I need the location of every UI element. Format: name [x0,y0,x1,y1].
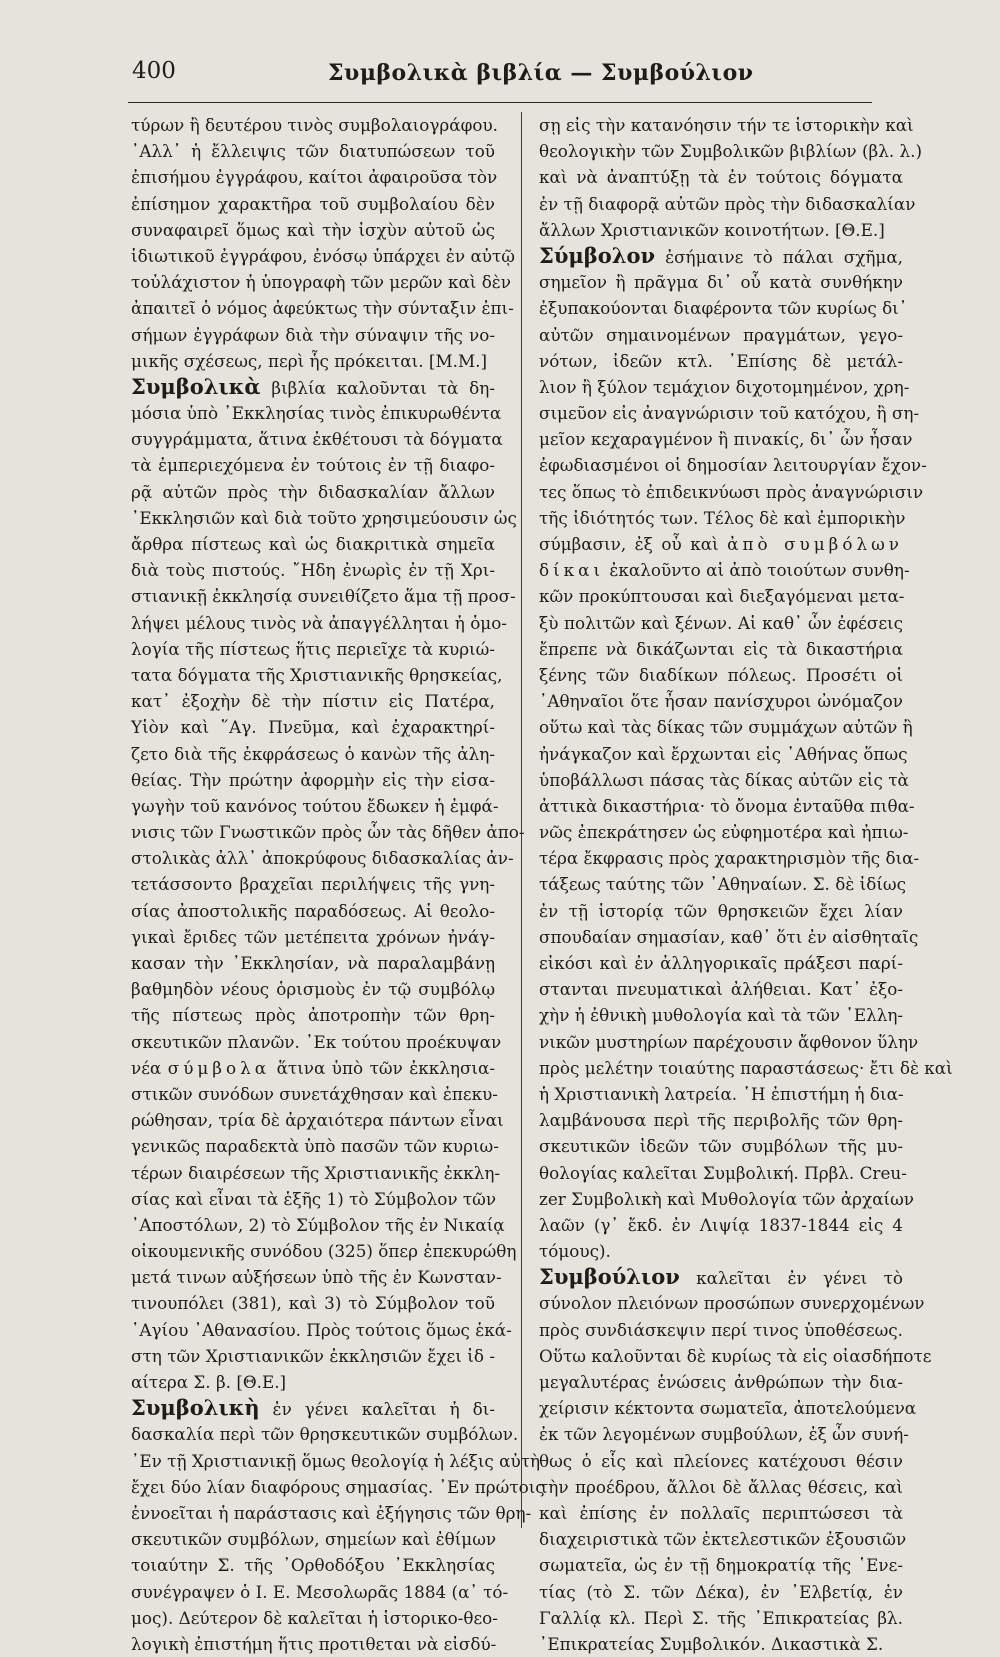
line-text: ξένης τῶν διαδίκων πόλεως. Προσέτι οἱ [539,664,903,685]
line-text: ἠνάγκαζον καὶ ἔρχωνται εἰς ᾿Αθήνας ὅπως [539,743,908,764]
line-text: σύνολον πλειόνων προσώπων συνερχομένων [539,1293,925,1314]
line-text: θείας. Τὴν πρώτην ἀφορμὴν εἰς τὴν εἰσα- [131,769,495,790]
text-line [131,348,495,374]
text-line [539,1186,915,1212]
line-text: συναφαιρεῖ ὅμως καὶ τὴν ἰσχὺν αὐτοῦ ὡς [131,219,495,240]
line-text: διὰ τοὺς πιστούς. ῎Ηδη ἐνωρὶς ἐν τῇ Χρι- [131,560,495,581]
line-text: ἐν γένει καλεῖται ἡ δι- [259,1399,495,1420]
text-line [131,636,495,662]
text-line [131,1264,502,1290]
text-line [539,505,906,531]
text-line [539,348,903,374]
text-line [539,164,903,190]
text-line [539,452,927,478]
text-line [131,1631,495,1657]
line-text: ἐσήμαινε τὸ πάλαι σχῆμα, [655,246,903,267]
text-line [131,1474,545,1500]
text-line [539,1369,903,1395]
line-text: θολογίας καλεῖται Συμβολική. Πρβλ. Creu- [539,1162,907,1183]
line-text: καλεῖται ἐν γένει τὸ [679,1268,903,1289]
text-line [539,871,907,897]
text-line [131,1238,517,1264]
line-text-after: ἐκαλοῦντο αἱ ἀπὸ τοιούτων συνθη- [604,560,910,581]
text-line [131,269,512,295]
text-line [131,1579,509,1605]
text-line [131,662,503,688]
line-text: χὴν ἡ ἐθνικὴ μυθολογία καὶ τὰ τῶν ῾Ελλη- [539,1005,904,1026]
text-line [539,1212,903,1238]
line-text: τίας (τὸ Σ. τῶν Δέκα), ἐν ᾿Ελβετίᾳ, ἐν [539,1581,903,1602]
text-line [539,400,920,426]
line-text: κασαν τὴν ᾿Εκκλησίαν, νὰ παραλαμβάνῃ [131,953,495,973]
text-line [131,1395,495,1421]
line-text: ἐξυπακούονται διαφέροντα τῶν κυρίως δι᾿ [539,298,908,319]
text-line [131,1500,532,1526]
line-text: μικῆς σχέσεως, περὶ ἧς πρόκειται. [Μ.Μ.] [131,350,488,371]
text-line [539,610,903,636]
line-text: μεῖον κεχαραγμένον ἢ πινακίς, δι᾿ ὧν ἦσαν [539,429,913,450]
line-text: σκευτικῶν ἰδεῶν τῶν συμβόλων τῆς μυ- [539,1136,903,1157]
text-line [539,688,903,714]
text-line [131,741,495,767]
line-text: στιανικῇ ἐκκλησίᾳ συνειθίζετο ἅμα τῇ προσ- [131,586,516,607]
text-line [539,322,903,348]
line-text-after: ἅτινα ὑπὸ τῶν ἐκκλησια- [270,1057,496,1078]
line-text: Υἱὸν καὶ ῞Αγ. Πνεῦμα, καὶ ἐχαρακτηρί- [131,717,495,738]
text-line [539,269,903,295]
text-line [539,819,909,845]
line-text: οἰκουμενικῆς συνόδου (325) ὅπερ ἐπεκυρώθη [131,1241,517,1262]
line-text: τέρα ἔκφρασις πρὸς χαρακτηρισμὸν τῆς δια- [539,848,920,869]
line-text: ἔχει δύο λίαν διαφόρους σημασίας. ᾿Εν πρώτοις [131,1476,545,1497]
line-text: βαθμηδὸν νέους ὁρισμοὺς ἐν τῷ συμβόλῳ [131,979,495,1000]
text-line [131,1421,519,1447]
line-text: σημεῖον ἢ πρᾶγμα δι᾿ οὗ κατὰ συνθήκην [539,272,903,293]
line-text: στανται πνευματικαὶ ἀλήθειαι. Κατ᾿ ἐξο- [539,979,903,1000]
line-text: μεγαλυτέρας ἑνώσεις ἀνθρώπων τὴν δια- [539,1372,903,1392]
line-text: τάξεως ταύτης τῶν ᾿Αθηναίων. Σ. δὲ ἰδίως [539,874,907,895]
line-text: σήμων ἐγγράφων διὰ τὴν σύναψιν τῆς νο- [131,324,495,345]
line-text: ᾿Αθηναῖοι ὅτε ἦσαν πανίσχυροι ὠνόμαζον [539,691,903,712]
text-line [539,1264,903,1290]
text-line [131,1107,504,1133]
text-line [539,1500,903,1526]
line-text: θεολογικὴν τῶν Συμβολικῶν βιβλίων (βλ. λ.) [539,141,923,162]
text-line [131,871,495,897]
line-text: ρᾷ αὐτῶν πρὸς τὴν διδασκαλίαν ἄλλων [131,481,495,502]
text-line [539,1133,903,1159]
text-line [131,1055,495,1081]
text-line [131,374,495,400]
text-line [539,295,908,321]
text-line [539,898,903,924]
line-text: σωματεῖα, ὡς ἐν τῇ δημοκρατίᾳ τῆς ῾Ενε- [539,1555,903,1576]
line-text: γωγὴν τοῦ κανόνος τούτου ἔδωκεν ἡ ἐμφά- [131,795,499,816]
line-text: ἀττικὰ δικαστήρια· τὸ ὄνομα ἐνταῦθα πιθα- [539,795,915,816]
text-line [131,610,507,636]
text-line [131,1526,495,1552]
line-text: δασκαλία περὶ τῶν θρησκευτικῶν συμβόλων. [131,1424,519,1445]
line-text: συγγράμματα, ἅτινα ἐκθέτουσι τὰ δόγματα [131,429,503,450]
text-line [539,793,915,819]
text-line [131,112,498,138]
line-text: τες ὅπως τὸ ἐπιδεικνύωσι πρὸς ἀναγνώρισιν [539,481,924,502]
text-line [539,1081,903,1107]
entry-headword: Συμβολικὰ [131,373,261,399]
line-text: γικαὶ ἔριδες τῶν μετέπειτα χρόνων ἠνάγ- [131,926,495,947]
text-line [539,112,914,138]
text-line [539,374,910,400]
line-text: συνέγραψεν ὁ Ι. Ε. Μεσολωρᾶς 1884 (α᾿ τό- [131,1581,509,1602]
line-text: ἐπισήμου ἐγγράφου, καίτοι ἀφαιροῦσα τὸν [131,167,498,188]
line-text: zer Συμβολικὴ καὶ Μυθολογία τῶν ἀρχαίων [539,1188,915,1209]
text-line [131,217,495,243]
line-text: τοιαύτην Σ. τῆς ᾿Ορθοδόξου ᾿Εκκλησίας [131,1555,495,1576]
text-line [131,138,495,164]
text-line [131,322,495,348]
line-text: ἡ Χριστιανικὴ λατρεία. ῾Η ἐπιστήμη ἡ δια- [539,1083,904,1104]
line-text: ἐν τῇ διαφορᾷ αὐτῶν πρὸς τὴν διδασκαλίαν [539,193,916,214]
line-text: ᾿Εκκλησιῶν καὶ διὰ τοῦτο χρησιμεύουσιν ὡς [131,507,517,528]
line-text: οὕτω καὶ τὰς δίκας τῶν συμμάχων αὐτῶν ἢ [539,717,913,738]
line-text: σίας καὶ εἶναι τὰ ἑξῆς 1) τὸ Σύμβολον τῶν [131,1188,497,1209]
line-text: ἐφωδιασμένοι οἱ δημοσίαν λειτουργίαν ἔχον- [539,455,927,476]
line-text: κῶν προκύπτουσαι καὶ διεξαγόμεναι μετα- [539,586,905,607]
text-line [539,217,903,243]
line-text: Οὕτω καλοῦνται δὲ κυρίως τὰ εἰς οἰασδήποτε [539,1345,932,1366]
text-line [539,1631,903,1657]
text-line [539,479,924,505]
line-text: λιον ἢ ξύλον τεμάχιον διχοτομημένον, χρη- [539,376,910,397]
line-text: λαῶν (γ᾿ ἔκδ. ἐν Λιψίᾳ 1837-1844 εἰς 4 [539,1214,903,1235]
line-text: εἰκόσι καὶ ἐν ἀλληγορικαῖς πράξεσι παρί- [539,953,903,973]
text-line [131,1369,495,1395]
line-text: ᾿Αποστόλων, 2) τὸ Σύμβολον τῆς ἐν Νικαίᾳ [131,1214,505,1235]
text-line [539,714,913,740]
line-text: τινουπόλει (381), καὶ 3) τὸ Σύμβολον τοῦ [131,1293,495,1314]
line-text: σῃ εἰς τὴν κατανόησιν τήν τε ἱστορικὴν καὶ [539,115,914,135]
text-line [539,1395,917,1421]
text-line [539,741,908,767]
line-text: πρὸς μελέτην τοιαύτης παραστάσεως· ἔτι δὲ καὶ [539,1057,953,1078]
text-line [539,583,903,609]
text-line [539,950,903,976]
text-line [131,531,495,557]
line-text: στη τῶν Χριστιανικῶν ἐκκλησιῶν ἔχει ἰδ - [131,1345,495,1366]
text-line [539,557,910,583]
line-text: τετάσσοντο βραχεῖαι περιλήψεις τῆς γνη- [131,874,495,895]
text-line [539,767,909,793]
column-divider [521,112,522,1528]
right-column [539,112,953,1657]
text-line [131,295,514,321]
text-line [539,1002,903,1028]
text-line [131,924,495,950]
line-text: λογικὴ ἐπιστήμη ἥτις προτιθεται νὰ εἰσδύ- [131,1633,497,1654]
text-line [131,557,495,583]
text-line [539,924,919,950]
text-line [131,1133,499,1159]
text-line [539,1029,919,1055]
text-line [539,138,923,164]
page-header [128,52,872,92]
text-line [131,1448,541,1474]
text-line [131,714,495,740]
text-line [539,1579,903,1605]
text-line [539,1238,903,1264]
text-line [539,1055,953,1081]
text-line [131,1081,498,1107]
line-text: στικῶν συνόδων συνετάχθησαν καὶ ἐπεκυ- [131,1083,498,1104]
text-line [539,1605,903,1631]
line-text: νότων, ἰδεῶν κτλ. ᾿Επίσης δὲ μετάλ- [539,350,903,371]
text-line [539,191,916,217]
line-text: σκευτικῶν πλανῶν. ᾿Εκ τούτου προέκυψαν [131,1031,502,1052]
line-text: ἔπρεπε νὰ δικάζωνται εἰς τὰ δικαστήρια [539,638,903,659]
text-line [131,793,499,819]
line-text: σπουδαίαν σημασίαν, καθ᾿ ὅτι ἐν αἰσθηταῖς [539,926,919,947]
text-line [539,636,903,662]
line-text: ἐννοεῖται ἡ παράστασις καὶ ἐξήγησις τῶν θρη- [131,1502,532,1523]
text-line [131,1605,498,1631]
text-line [131,505,517,531]
text-line [539,1343,932,1369]
text-line [131,1002,495,1028]
line-text: νισις τῶν Γνωστικῶν πρὸς ὧν τὰς δῆθεν ἀπο- [131,822,525,843]
text-line [131,688,495,714]
line-text: λαμβάνουσα περὶ τῆς περιβολῆς τῶν θρη- [539,1110,903,1131]
text-line [539,976,903,1002]
line-text: ἄρθρα πίστεως καὶ ὡς διακριτικὰ σημεῖα [131,534,495,554]
line-text: Γαλλίᾳ κλ. Περὶ Σ. τῆς ᾿Επικρατείας βλ. [539,1607,903,1628]
text-line [131,819,525,845]
line-text: πρὸς συνδιάσκεψιν περί τινος ὑποθέσεως. [539,1319,903,1340]
line-text: νέα [131,1057,168,1078]
line-text: χείρισιν κέκτοντα σωματεῖα, ἀποτελούμενα [539,1398,917,1419]
line-text: ἐκ τῶν λεγομένων συμβούλων, ἐξ ὧν συνή- [539,1424,909,1445]
entry-headword: Συμβολικὴ [131,1395,260,1421]
page-number: 400 [132,58,176,84]
line-text: ρώθησαν, τρία δὲ ἀρχαιότερα πάντων εἶναι [131,1110,504,1131]
line-text: τόμους). [539,1241,611,1262]
line-text: σιμεῦον εἰς ἀναγνώρισιν τοῦ κατόχου, ἢ ση- [539,403,920,424]
text-line [539,1448,903,1474]
line-text: ἐν τῇ ἱστορίᾳ τῶν θρησκειῶν ἔχει λίαν [539,900,903,921]
text-line [131,164,498,190]
text-line [131,452,495,478]
line-text: στολικὰς ἀλλ᾿ ἀποκρύφους διδασκαλίας ἀν- [131,848,514,869]
entry-headword: Συμβούλιον [539,1264,680,1290]
text-line [131,1317,512,1343]
text-line [539,243,903,269]
text-line [539,845,920,871]
text-line [131,400,502,426]
text-line [131,1160,501,1186]
text-line [131,191,495,217]
line-text: μος). Δεύτερον δὲ καλεῖται ἡ ἱστορικο-θεο- [131,1607,498,1628]
line-text: ᾿Εν τῇ Χριστιανικῇ ὅμως θεολογίᾳ ἡ λέξις αὐτὴ [131,1450,541,1471]
line-text: λήψει μέλους τινὸς νὰ ἀπαγγέλληται ἡ ὁμο- [131,612,507,633]
text-line [539,426,913,452]
line-text: καὶ νὰ ἀναπτύξῃ τὰ ἐν τούτοις δόγματα [539,167,903,188]
left-column [131,112,545,1657]
line-text: λογία τῆς πίστεως ἥτις περιεῖχε τὰ κυριώ- [131,638,495,659]
line-text: γενικῶς παραδεκτὰ ὑπὸ πασῶν τῶν κυριω- [131,1136,499,1157]
text-line [131,767,495,793]
line-text: τύρων ἢ δευτέρου τινὸς συμβολαιογράφου. [131,115,498,135]
line-text: αὐτῶν σημαινομένων πραγμάτων, γεγο- [539,324,903,345]
text-line [539,1552,903,1578]
running-head: Συμβολικὰ βιβλία — Συμβούλιον [328,60,754,86]
text-line [539,1107,903,1133]
line-text: ἀπαιτεῖ ὁ νόμος ἀφεύκτως τὴν σύνταξιν ἐπι- [131,298,514,319]
text-line [131,243,515,269]
line-text: ῾Αγίου ᾿Αθανασίου. Πρὸς τούτοις ὅμως ἑκά- [131,1319,512,1340]
line-text: κατ᾿ ἐξοχὴν δὲ τὴν πίστιν εἰς Πατέρα, [131,691,495,712]
line-text: τὴν προέδρου, ἄλλοι δὲ ἄλλας θέσεις, καὶ [539,1476,903,1497]
line-text: τὰ ἐμπεριεχόμενα ἐν τούτοις ἐν τῇ διαφο- [131,455,495,476]
line-text: ᾿Αλλ᾿ ἡ ἔλλειψις τῶν διατυπώσεων τοῦ [131,141,495,162]
spaced-emphasis: δίκαι [539,560,605,581]
line-text: μόσια ὑπὸ ᾿Εκκλησίας τινὸς ἐπικυρωθέντα [131,403,502,424]
entry-headword: Σύμβολον [539,242,656,268]
line-text: καὶ ἐπίσης ἐν πολλαῖς περιπτώσεσι τὰ [539,1502,903,1523]
text-line [539,1474,903,1500]
spaced-emphasis: σύμβολα [167,1057,271,1078]
text-line [539,1421,909,1447]
text-line [539,1526,907,1552]
line-text: ὑποβάλλωσι πάσας τὰς δίκας αὐτῶν εἰς τὰ [539,769,909,790]
line-text: νῶς ἐπεκράτησεν ὡς εὐφημοτέρα καὶ ἠπιω- [539,822,909,843]
line-text: ἰδιωτικοῦ ἐγγράφου, ἐνόσῳ ὑπάρχει ἐν αὐτῷ [131,245,515,266]
text-line [131,976,495,1002]
line-text: ζετο διὰ τῆς ἐκφράσεως ὁ κανὼν τῆς ἀλη- [131,743,495,764]
line-text: τῆς πίστεως πρὸς ἀποτροπὴν τῶν θρη- [131,1005,495,1026]
text-line [131,479,495,505]
line-text: θως ὁ εἷς καὶ πλείονες κατέχουσι θέσιν [539,1450,903,1471]
line-text: αίτερα Σ. β. [Θ.Ε.] [131,1372,287,1392]
text-line [539,1317,903,1343]
text-line [539,662,903,688]
text-line [131,845,514,871]
text-line [131,1343,495,1369]
text-line [539,531,903,557]
line-text: τέρων διαιρέσεων τῆς Χριστιανικῆς ἐκκλη- [131,1162,501,1183]
text-line [131,950,495,976]
line-text: ἄλλων Χριστιανικῶν κοινοτήτων. [Θ.Ε.] [539,219,885,240]
line-text: τοὐλάχιστον ἡ ὑπογραφὴ τῶν μερῶν καὶ δὲν [131,272,512,293]
text-line [131,1290,495,1316]
line-text: διαχειριστικὰ τῶν ἐκτελεστικῶν ἐξουσιῶν [539,1529,907,1550]
line-text: τῆς ἰδιότητός των. Τέλος δὲ καὶ ἐμπορικὴν [539,507,906,528]
line-text: ᾿Επικρατείας Συμβολικόν. Δικαστικὰ Σ. [539,1633,884,1654]
line-text: νικῶν μυστηρίων παρέχουσιν ἄφθονον ὕλην [539,1031,919,1052]
text-line [131,426,503,452]
spaced-emphasis: ἀπὸ συμβόλων [727,534,903,554]
line-text: τατα δόγματα τῆς Χριστιανικῆς θρησκείας, [131,664,503,685]
line-text: σκευτικῶν συμβόλων, σημείων καὶ ἐθίμων [131,1529,497,1550]
line-text: ξὺ πολιτῶν καὶ ξένων. Αἱ καθ᾿ ὧν ἐφέσεις [539,612,903,633]
line-text: βιβλία καλοῦνται τὰ δη- [260,377,495,398]
text-line [539,1290,925,1316]
text-line [131,1552,495,1578]
text-line [131,1212,505,1238]
text-line [131,1186,495,1212]
line-text: σύμβασιν, ἐξ οὗ καὶ [539,534,728,554]
text-line [131,583,516,609]
line-text: σίας ἀποστολικῆς παραδόσεως. Αἱ θεολο- [131,900,495,921]
text-line [539,1160,907,1186]
line-text: μετά τινων αὐξήσεων ὑπὸ τῆς ἐν Κωνσταν- [131,1267,502,1288]
text-line [131,898,495,924]
line-text: ἐπίσημον χαρακτῆρα τοῦ συμβολαίου δὲν [131,193,495,214]
header-rule [128,102,872,103]
text-line [131,1029,502,1055]
